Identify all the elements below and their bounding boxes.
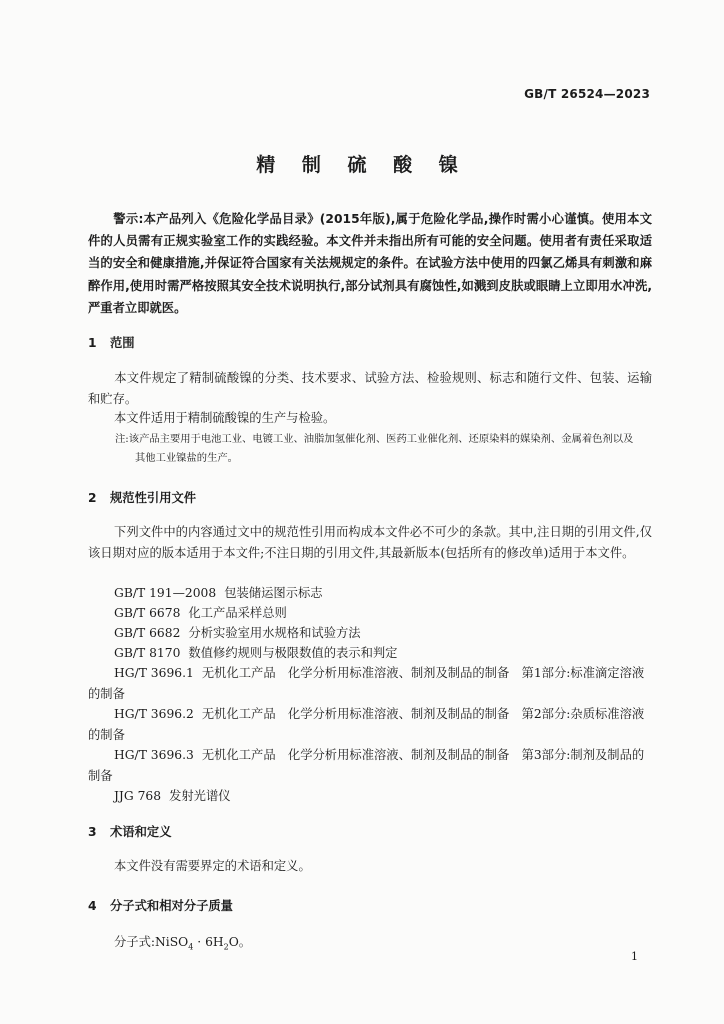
formula-part: O。	[228, 935, 252, 949]
reference-code: GB/T 191—2008	[114, 586, 217, 600]
note-line-1: 注:该产品主要用于电池工业、电镀工业、油脂加氢催化剂、医药工业催化剂、还原染料的媒染剂、金属着色剂以及	[115, 433, 634, 445]
reference-item	[88, 786, 654, 807]
reference-name: 化工产品采样总则	[188, 606, 287, 620]
section-number: 2	[88, 491, 97, 505]
scope-text-1: 本文件规定了精制硫酸镍的分类、技术要求、试验方法、检验规则、标志和随行文件、包装、运输和贮存。	[88, 371, 652, 406]
warning-paragraph	[88, 208, 652, 319]
reference-item	[88, 643, 654, 664]
molecular-formula	[114, 932, 251, 951]
page-number: 1	[631, 950, 638, 963]
section-title: 范围	[110, 336, 135, 350]
reference-code: HG/T 3696.2	[114, 707, 194, 721]
note-line-2: 其他工业镍盐的生产。	[135, 452, 238, 464]
reference-name: 分析实验室用水规格和试验方法	[188, 626, 361, 640]
reference-item	[88, 745, 654, 786]
reference-item	[88, 704, 654, 745]
reference-code: GB/T 8170	[114, 646, 181, 660]
standard-code: GB/T 26524—2023	[524, 87, 650, 101]
reference-name: 无机化工产品 化学分析用标准溶液、制剂及制品的制备 第2部分:杂质标准溶液的制备	[88, 707, 645, 742]
reference-code: GB/T 6678	[114, 606, 181, 620]
reference-name: 发射光谱仪	[169, 789, 231, 803]
section-title: 规范性引用文件	[110, 491, 197, 505]
references-intro-text: 下列文件中的内容通过文中的规范性引用而构成本文件必不可少的条款。其中,注日期的引用文件,仅该日期对应的版本适用于本文件;不注日期的引用文件,其最新版本(包括所有的修改单)适用于本文件。	[88, 525, 652, 560]
section-4-heading	[88, 896, 233, 914]
warning-text: 警示:本产品列入《危险化学品目录》(2015年版),属于危险化学品,操作时需小心谨慎。使用本文件的人员需有正规实验室工作的实践经验。本文件并未指出所有可能的安全问题。使用者有责任采取适当的安全和健康措施,并保证符合国家有关法规规定的条件。在试验方法中使用的四氯乙烯具有刺激和麻醉作用,使用时需严格按照其安全技术说明执行,部分试剂具有腐蚀性,如溅到皮肤或眼睛上立即用水冲洗,严重者立即就医。	[88, 212, 653, 315]
section-title: 分子式和相对分子质量	[110, 899, 233, 913]
scope-note	[115, 430, 655, 468]
formula-label: 分子式:	[114, 935, 156, 949]
section-number: 4	[88, 899, 97, 913]
reference-item	[88, 663, 654, 704]
section-3-heading	[88, 822, 172, 840]
reference-name: 无机化工产品 化学分析用标准溶液、制剂及制品的制备 第3部分:制剂及制品的制备	[88, 748, 645, 783]
document-title: 精 制 硫 酸 镍	[256, 154, 468, 176]
scope-text-2: 本文件适用于精制硫酸镍的生产与检验。	[114, 411, 336, 425]
reference-name: 无机化工产品 化学分析用标准溶液、制剂及制品的制备 第1部分:标准滴定溶液的制备	[88, 666, 645, 701]
reference-name: 包装储运图示标志	[224, 586, 323, 600]
reference-name: 数值修约规则与极限数值的表示和判定	[188, 646, 398, 660]
formula-part: NiSO	[155, 935, 189, 949]
section-1-heading	[88, 333, 135, 351]
reference-code: GB/T 6682	[114, 626, 181, 640]
terms-text: 本文件没有需要界定的术语和定义。	[114, 859, 311, 873]
terms-paragraph	[88, 856, 652, 877]
formula-part: · 6H	[193, 935, 224, 949]
section-number: 1	[88, 336, 97, 350]
formula-subscript: 4	[188, 942, 194, 952]
section-number: 3	[88, 825, 97, 839]
reference-code: JJG 768	[114, 789, 162, 803]
reference-code: HG/T 3696.1	[114, 666, 194, 680]
section-title: 术语和定义	[110, 825, 172, 839]
scope-paragraph-1	[88, 368, 652, 409]
scope-paragraph-2	[88, 408, 652, 429]
reference-item	[88, 623, 654, 644]
reference-item	[88, 583, 654, 604]
section-2-heading	[88, 488, 196, 506]
reference-item	[88, 603, 654, 624]
references-intro	[88, 522, 652, 563]
reference-code: HG/T 3696.3	[114, 748, 194, 762]
formula-subscript: 2	[223, 942, 229, 952]
